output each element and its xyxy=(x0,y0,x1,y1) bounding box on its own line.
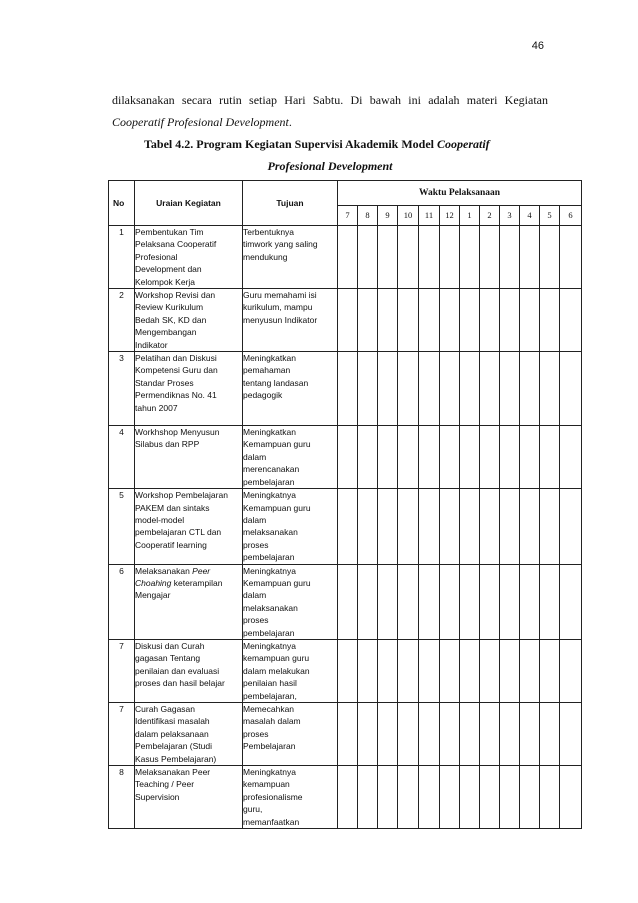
table-row xyxy=(109,226,582,289)
cell-tujuan xyxy=(243,352,338,426)
schedule-cell xyxy=(480,426,500,489)
schedule-cell xyxy=(480,352,500,426)
paragraph-period: . xyxy=(288,115,292,129)
month-header: 6 xyxy=(560,206,582,226)
schedule-cell xyxy=(560,289,582,352)
uraian-line xyxy=(135,577,242,589)
tujuan-line: kemampuan guru xyxy=(243,653,310,664)
cell-uraian xyxy=(135,766,243,829)
schedule-cell xyxy=(520,703,540,766)
tujuan-line: Guru memahami isi xyxy=(243,290,317,301)
schedule-cell xyxy=(378,226,398,289)
uraian-line: Permendiknas No. 41 xyxy=(135,390,217,401)
schedule-cell xyxy=(419,489,440,564)
tujuan-line: Pembelajaran xyxy=(243,741,296,752)
table-row xyxy=(109,289,582,352)
header-waktu: Waktu Pelaksanaan xyxy=(338,181,582,206)
schedule-cell xyxy=(460,289,480,352)
schedule-cell xyxy=(358,352,378,426)
schedule-cell xyxy=(338,289,358,352)
cell-tujuan xyxy=(243,226,338,289)
schedule-cell xyxy=(480,226,500,289)
tujuan-line: mendukung xyxy=(243,251,288,262)
cell-no: 8 xyxy=(109,766,135,829)
schedule-cell xyxy=(358,639,378,702)
schedule-cell xyxy=(560,703,582,766)
uraian-line: dalam pelaksanaan xyxy=(135,728,209,739)
uraian-text: Melaksanakan xyxy=(135,565,193,576)
tujuan-line: Kemampuan guru xyxy=(243,577,311,588)
tujuan-line: melaksanakan xyxy=(243,527,298,538)
uraian-line: Profesional xyxy=(135,251,178,262)
month-header: 8 xyxy=(358,206,378,226)
uraian-line: Development dan xyxy=(135,264,202,275)
tujuan-line: dalam xyxy=(243,590,267,601)
schedule-cell xyxy=(338,489,358,564)
cell-uraian xyxy=(135,703,243,766)
cell-no: 5 xyxy=(109,489,135,564)
schedule-cell xyxy=(540,766,560,829)
schedule-cell xyxy=(480,564,500,639)
uraian-line: Kelompok Kerja xyxy=(135,276,196,287)
uraian-line: model-model xyxy=(135,514,185,525)
month-header: 4 xyxy=(520,206,540,226)
schedule-cell xyxy=(520,564,540,639)
schedule-cell xyxy=(480,289,500,352)
uraian-line: Curah Gagasan xyxy=(135,704,196,714)
schedule-cell xyxy=(480,639,500,702)
schedule-cell xyxy=(419,426,440,489)
paragraph-line-2 xyxy=(112,111,548,133)
schedule-cell xyxy=(440,289,460,352)
cell-tujuan xyxy=(243,639,338,702)
cell-tujuan xyxy=(243,426,338,489)
schedule-cell xyxy=(358,489,378,564)
schedule-cell xyxy=(419,226,440,289)
uraian-line: Standar Proses xyxy=(135,377,194,388)
schedule-cell xyxy=(440,766,460,829)
uraian-line: gagasan Tentang xyxy=(135,653,201,664)
cell-no: 1 xyxy=(109,226,135,289)
schedule-cell xyxy=(560,766,582,829)
schedule-cell xyxy=(440,426,460,489)
uraian-line: proses dan hasil belajar xyxy=(135,678,225,689)
tujuan-line: pembelajaran xyxy=(243,476,295,487)
uraian-line: Workhshop Menyusun xyxy=(135,427,220,438)
schedule-cell xyxy=(440,639,460,702)
schedule-cell xyxy=(398,639,419,702)
schedule-cell xyxy=(378,564,398,639)
schedule-cell xyxy=(338,426,358,489)
cell-tujuan xyxy=(243,703,338,766)
uraian-italic-text: Choahing xyxy=(135,577,172,588)
tujuan-line: memanfaatkan xyxy=(243,816,300,827)
uraian-line: tahun 2007 xyxy=(135,402,178,413)
tujuan-line: dalam xyxy=(243,451,267,462)
tujuan-line: guru, xyxy=(243,804,263,815)
schedule-cell xyxy=(440,489,460,564)
schedule-cell xyxy=(500,766,520,829)
table-row xyxy=(109,426,582,489)
tujuan-line: Meningkatnya xyxy=(243,767,296,778)
uraian-line xyxy=(135,565,242,577)
cell-no: 7 xyxy=(109,639,135,702)
schedule-cell xyxy=(358,703,378,766)
schedule-cell xyxy=(520,426,540,489)
schedule-cell xyxy=(398,766,419,829)
schedule-cell xyxy=(419,639,440,702)
schedule-cell xyxy=(460,352,480,426)
cell-uraian xyxy=(135,564,243,639)
schedule-cell xyxy=(398,226,419,289)
uraian-line: Pembentukan Tim xyxy=(135,227,204,237)
uraian-line: PAKEM dan sintaks xyxy=(135,502,210,513)
month-header: 12 xyxy=(440,206,460,226)
schedule-cell xyxy=(560,226,582,289)
cell-tujuan xyxy=(243,564,338,639)
tujuan-line: dalam xyxy=(243,514,267,525)
uraian-line: Bedah SK, KD dan xyxy=(135,314,207,325)
schedule-cell xyxy=(540,489,560,564)
schedule-cell xyxy=(520,352,540,426)
schedule-cell xyxy=(398,289,419,352)
cell-no: 3 xyxy=(109,352,135,426)
page-number: 46 xyxy=(531,40,544,52)
schedule-cell xyxy=(540,703,560,766)
schedule-cell xyxy=(520,226,540,289)
cell-uraian xyxy=(135,639,243,702)
month-header: 10 xyxy=(398,206,419,226)
schedule-cell xyxy=(358,766,378,829)
schedule-cell xyxy=(358,289,378,352)
tujuan-line: pembelajaran xyxy=(243,552,295,563)
tujuan-line: profesionalisme xyxy=(243,791,303,802)
schedule-cell xyxy=(480,489,500,564)
table-body xyxy=(109,226,582,829)
schedule-cell xyxy=(540,289,560,352)
schedule-cell xyxy=(560,352,582,426)
uraian-line: Pembelajaran (Studi xyxy=(135,741,213,752)
tujuan-line: Meningkatnya xyxy=(243,565,296,576)
schedule-cell xyxy=(419,289,440,352)
schedule-cell xyxy=(500,703,520,766)
tujuan-line: tentang landasan xyxy=(243,377,309,388)
schedule-cell xyxy=(520,639,540,702)
schedule-cell xyxy=(460,489,480,564)
table-row xyxy=(109,639,582,702)
paragraph-line-1: dilaksanakan secara rutin setiap Hari Sabtu. Di bawah ini adalah materi Kegiatan xyxy=(112,93,548,107)
table-row xyxy=(109,703,582,766)
tujuan-line: Memecahkan xyxy=(243,704,295,714)
schedule-cell xyxy=(378,426,398,489)
tujuan-line: merencanakan xyxy=(243,464,300,475)
schedule-cell xyxy=(460,639,480,702)
schedule-cell xyxy=(338,226,358,289)
table-caption xyxy=(112,133,548,155)
schedule-cell xyxy=(460,703,480,766)
schedule-cell xyxy=(460,564,480,639)
schedule-cell xyxy=(500,226,520,289)
uraian-line: Supervision xyxy=(135,791,180,802)
schedule-cell xyxy=(480,766,500,829)
tujuan-line: proses xyxy=(243,728,269,739)
uraian-line: Workshop Revisi dan xyxy=(135,290,216,301)
uraian-line: Workshop Pembelajaran xyxy=(135,490,228,501)
schedule-cell xyxy=(378,289,398,352)
tujuan-line: Meningkatkan xyxy=(243,427,296,438)
schedule-cell xyxy=(460,426,480,489)
activity-schedule-table xyxy=(108,180,582,829)
schedule-cell xyxy=(378,703,398,766)
tujuan-line: proses xyxy=(243,539,269,550)
cell-uraian xyxy=(135,489,243,564)
schedule-cell xyxy=(520,766,540,829)
uraian-italic-text: Peer xyxy=(192,565,211,576)
schedule-cell xyxy=(540,564,560,639)
schedule-cell xyxy=(440,703,460,766)
header-tujuan: Tujuan xyxy=(243,181,338,226)
schedule-cell xyxy=(520,489,540,564)
schedule-cell xyxy=(398,489,419,564)
cell-tujuan xyxy=(243,489,338,564)
cell-no: 4 xyxy=(109,426,135,489)
month-header: 5 xyxy=(540,206,560,226)
schedule-cell xyxy=(560,489,582,564)
uraian-line: Review Kurikulum xyxy=(135,302,204,313)
tujuan-line: melaksanakan xyxy=(243,602,298,613)
schedule-cell xyxy=(480,703,500,766)
month-header: 11 xyxy=(419,206,440,226)
schedule-cell xyxy=(500,289,520,352)
cell-uraian xyxy=(135,352,243,426)
month-header: 7 xyxy=(338,206,358,226)
uraian-line: Pelatihan dan Diskusi xyxy=(135,353,217,364)
uraian-line: penilaian dan evaluasi xyxy=(135,665,220,676)
schedule-cell xyxy=(338,766,358,829)
cell-uraian xyxy=(135,226,243,289)
schedule-cell xyxy=(378,352,398,426)
schedule-cell xyxy=(398,352,419,426)
schedule-cell xyxy=(540,226,560,289)
tujuan-line: timwork yang saling xyxy=(243,239,318,250)
month-header: 1 xyxy=(460,206,480,226)
tujuan-line: Kemampuan guru xyxy=(243,502,311,513)
schedule-cell xyxy=(500,639,520,702)
schedule-cell xyxy=(338,352,358,426)
uraian-line: Kasus Pembelajaran) xyxy=(135,753,217,764)
schedule-cell xyxy=(358,226,378,289)
uraian-line: Identifikasi masalah xyxy=(135,716,210,727)
uraian-line: Diskusi dan Curah xyxy=(135,640,205,651)
schedule-cell xyxy=(540,352,560,426)
header-uraian: Uraian Kegiatan xyxy=(135,181,243,226)
tujuan-line: pembelajaran, xyxy=(243,690,297,701)
tujuan-line: pembelajaran xyxy=(243,627,295,638)
cell-no: 6 xyxy=(109,564,135,639)
schedule-cell xyxy=(358,564,378,639)
schedule-cell xyxy=(338,639,358,702)
tujuan-line: proses xyxy=(243,615,269,626)
cell-tujuan xyxy=(243,766,338,829)
cell-no: 2 xyxy=(109,289,135,352)
month-header: 2 xyxy=(480,206,500,226)
schedule-cell xyxy=(398,703,419,766)
schedule-cell xyxy=(500,489,520,564)
schedule-cell xyxy=(520,289,540,352)
table-row xyxy=(109,489,582,564)
tujuan-line: pedagogik xyxy=(243,390,283,401)
schedule-cell xyxy=(440,352,460,426)
cell-uraian xyxy=(135,289,243,352)
tujuan-line: masalah dalam xyxy=(243,716,301,727)
table-row xyxy=(109,766,582,829)
tujuan-line: Meningkatnya xyxy=(243,640,296,651)
schedule-cell xyxy=(560,564,582,639)
tujuan-line: Terbentuknya xyxy=(243,227,295,237)
schedule-cell xyxy=(338,703,358,766)
tujuan-line: penilaian hasil xyxy=(243,678,297,689)
schedule-cell xyxy=(419,766,440,829)
uraian-line: Pelaksana Cooperatif xyxy=(135,239,217,250)
schedule-cell xyxy=(398,426,419,489)
tujuan-line: kemampuan xyxy=(243,779,290,790)
table-row xyxy=(109,352,582,426)
cell-uraian xyxy=(135,426,243,489)
schedule-cell xyxy=(419,352,440,426)
uraian-line: Mengembangan xyxy=(135,327,197,338)
schedule-cell xyxy=(500,352,520,426)
tujuan-line: kurikulum, mampu xyxy=(243,302,313,313)
schedule-cell xyxy=(419,703,440,766)
tujuan-line: menyusun Indikator xyxy=(243,314,318,325)
schedule-cell xyxy=(500,564,520,639)
uraian-line: Mengajar xyxy=(135,590,171,601)
schedule-cell xyxy=(440,564,460,639)
cell-no: 7 xyxy=(109,703,135,766)
month-header: 3 xyxy=(500,206,520,226)
tujuan-line: pemahaman xyxy=(243,365,291,376)
uraian-line: Melaksanakan Peer xyxy=(135,767,211,778)
uraian-line: Teaching / Peer xyxy=(135,779,195,790)
uraian-line: Kompetensi Guru dan xyxy=(135,365,218,376)
schedule-cell xyxy=(378,639,398,702)
paragraph-italic-term: Cooperatif Profesional Development xyxy=(112,115,289,129)
schedule-cell xyxy=(540,426,560,489)
uraian-line: Silabus dan RPP xyxy=(135,439,200,450)
tujuan-line: Meningkatnya xyxy=(243,490,296,501)
uraian-line: Indikator xyxy=(135,339,168,350)
schedule-cell xyxy=(378,766,398,829)
cell-tujuan xyxy=(243,289,338,352)
uraian-line: Cooperatif learning xyxy=(135,539,207,550)
schedule-cell xyxy=(378,489,398,564)
schedule-cell xyxy=(419,564,440,639)
table-caption-italic: Cooperatif xyxy=(437,137,490,151)
schedule-cell xyxy=(358,426,378,489)
schedule-cell xyxy=(540,639,560,702)
schedule-cell xyxy=(440,226,460,289)
uraian-line: pembelajaran CTL dan xyxy=(135,527,222,538)
tujuan-line: dalam melakukan xyxy=(243,665,310,676)
schedule-cell xyxy=(500,426,520,489)
table-caption-main: Tabel 4.2. Program Kegiatan Supervisi Akademik Model xyxy=(144,137,438,151)
schedule-cell xyxy=(398,564,419,639)
uraian-text: keterampilan xyxy=(171,577,223,588)
table-caption-line-2: Profesional Development xyxy=(267,159,393,173)
schedule-cell xyxy=(560,426,582,489)
header-no: No xyxy=(109,181,135,226)
schedule-cell xyxy=(460,766,480,829)
schedule-cell xyxy=(338,564,358,639)
schedule-cell xyxy=(460,226,480,289)
table-row xyxy=(109,564,582,639)
month-header: 9 xyxy=(378,206,398,226)
tujuan-line: Kemampuan guru xyxy=(243,439,311,450)
schedule-cell xyxy=(560,639,582,702)
tujuan-line: Meningkatkan xyxy=(243,353,296,364)
